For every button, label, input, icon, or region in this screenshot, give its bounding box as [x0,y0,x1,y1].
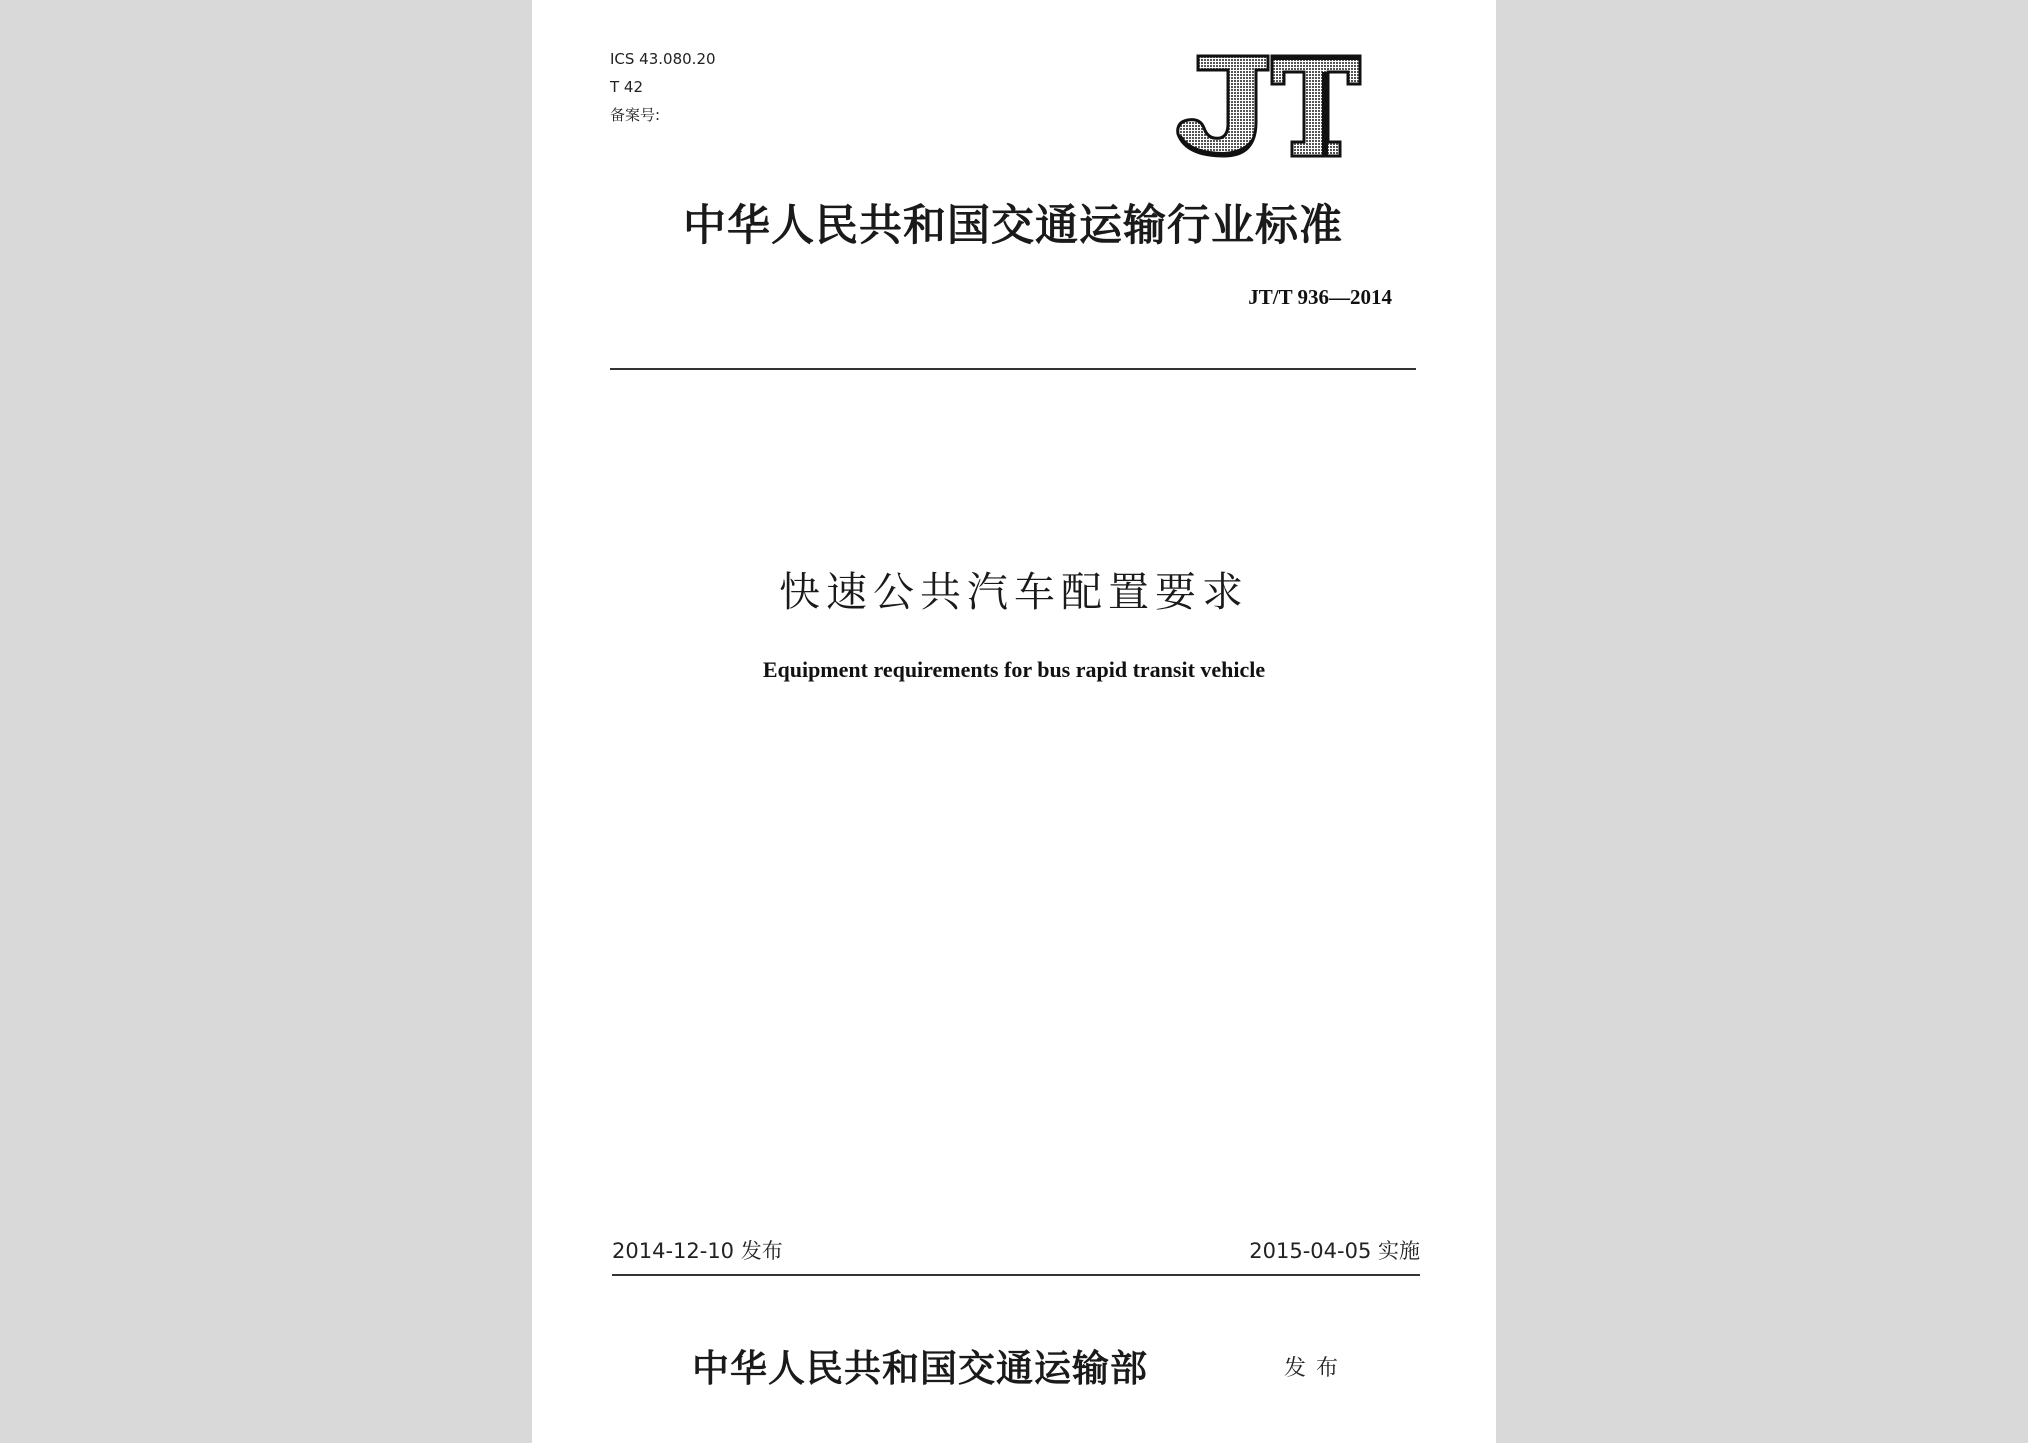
top-divider [610,368,1416,370]
standard-title: 中华人民共和国交通运输行业标准 [683,201,1343,251]
publisher-name: 中华人民共和国交通运输部 [692,1346,1148,1390]
ics-code: ICS 43.080.20 [610,50,716,68]
logo-letter-t [1272,56,1360,156]
issue-date: 2014-12-10 发布 [612,1239,783,1263]
document-title-english: Equipment requirements for bus rapid transit vehicle [762,657,1266,682]
classification-code: T 42 [610,78,644,96]
record-number-label: 备案号: [610,106,661,124]
svg-text:JT: JT [1266,160,1268,161]
document-page [532,0,1496,1443]
implementation-date: 2015-04-05 实施 [1249,1239,1420,1263]
jt-logo [1168,50,1364,162]
standard-number: JT/T 936—2014 [1248,285,1392,309]
bottom-divider [612,1274,1420,1276]
document-title-chinese: 快速公共汽车配置要求 [779,568,1249,616]
publish-label: 发布 [1284,1356,1349,1381]
logo-letter-j [1178,56,1268,156]
